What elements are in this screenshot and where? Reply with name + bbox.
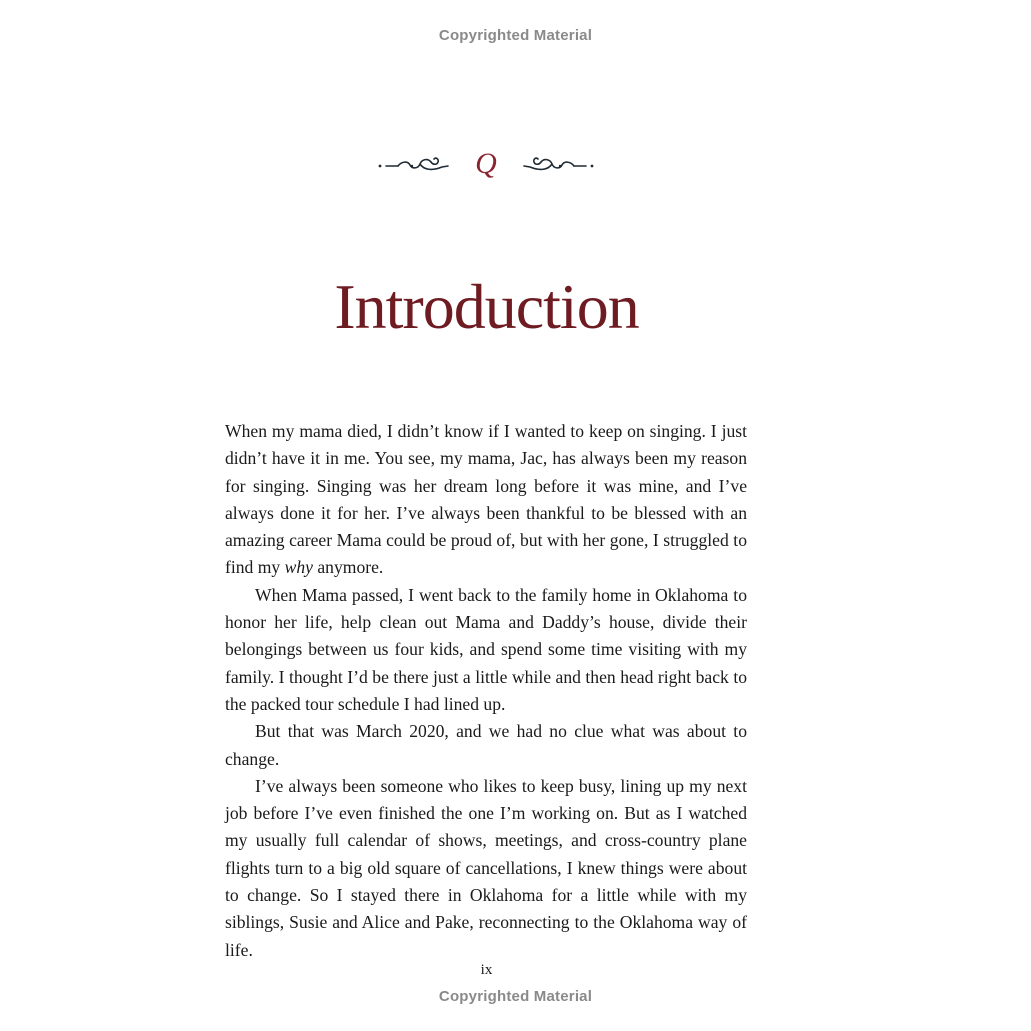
paragraph-1-tail: anymore.: [312, 557, 384, 578]
copyright-watermark-bottom: Copyrighted Material: [438, 988, 593, 1005]
paragraph-1-text: When my mama died, I didn’t know if I wanted to keep on singing. I just didn’t have it in me. You see, my mama, Jac, has always been my reason for singing. Singing was her dream long before it was mine, and I’ve always done it for her. I’ve always been thankful to be blessed with an amazing career Mama could be proud of, but with her gone, I struggled to find my: [225, 421, 747, 578]
paragraph-2: When Mama passed, I went back to the family home in Oklahoma to honor her life, help clean out Mama and Daddy’s house, divide their belongings between us four kids, and spend some time visiting with my family. I thought I’d be there just a little while and then head right back to the packed tour schedule I had lined up.: [225, 584, 747, 714]
paragraph-1-emphasis: why: [284, 557, 313, 578]
flourish-left-icon: [379, 158, 448, 169]
chapter-title: Introduction: [334, 270, 639, 342]
flourish-right-icon: [524, 158, 593, 169]
chapter-ornament: [376, 146, 596, 182]
paragraph-1: [225, 418, 747, 582]
ornament-letter: Q: [475, 147, 497, 180]
body-text: [225, 418, 747, 964]
paragraph-3: But that was March 2020, and we had no clue what was about to change.: [225, 721, 747, 769]
copyright-watermark-top: Copyrighted Material: [438, 27, 593, 44]
paragraph-4: I’ve always been someone who likes to keep busy, lining up my next job before I’ve even finished the one I’m working on. But as I watched my usually full calendar of shows, meetings, and cross-country plane flights turn to a big old square of cancellations, I knew things were about to change. So I stayed there in Oklahoma for a little while with my siblings, Susie and Alice and Pake, reconnecting to the Oklahoma way of life.: [225, 775, 747, 960]
page-number: ix: [480, 962, 493, 978]
